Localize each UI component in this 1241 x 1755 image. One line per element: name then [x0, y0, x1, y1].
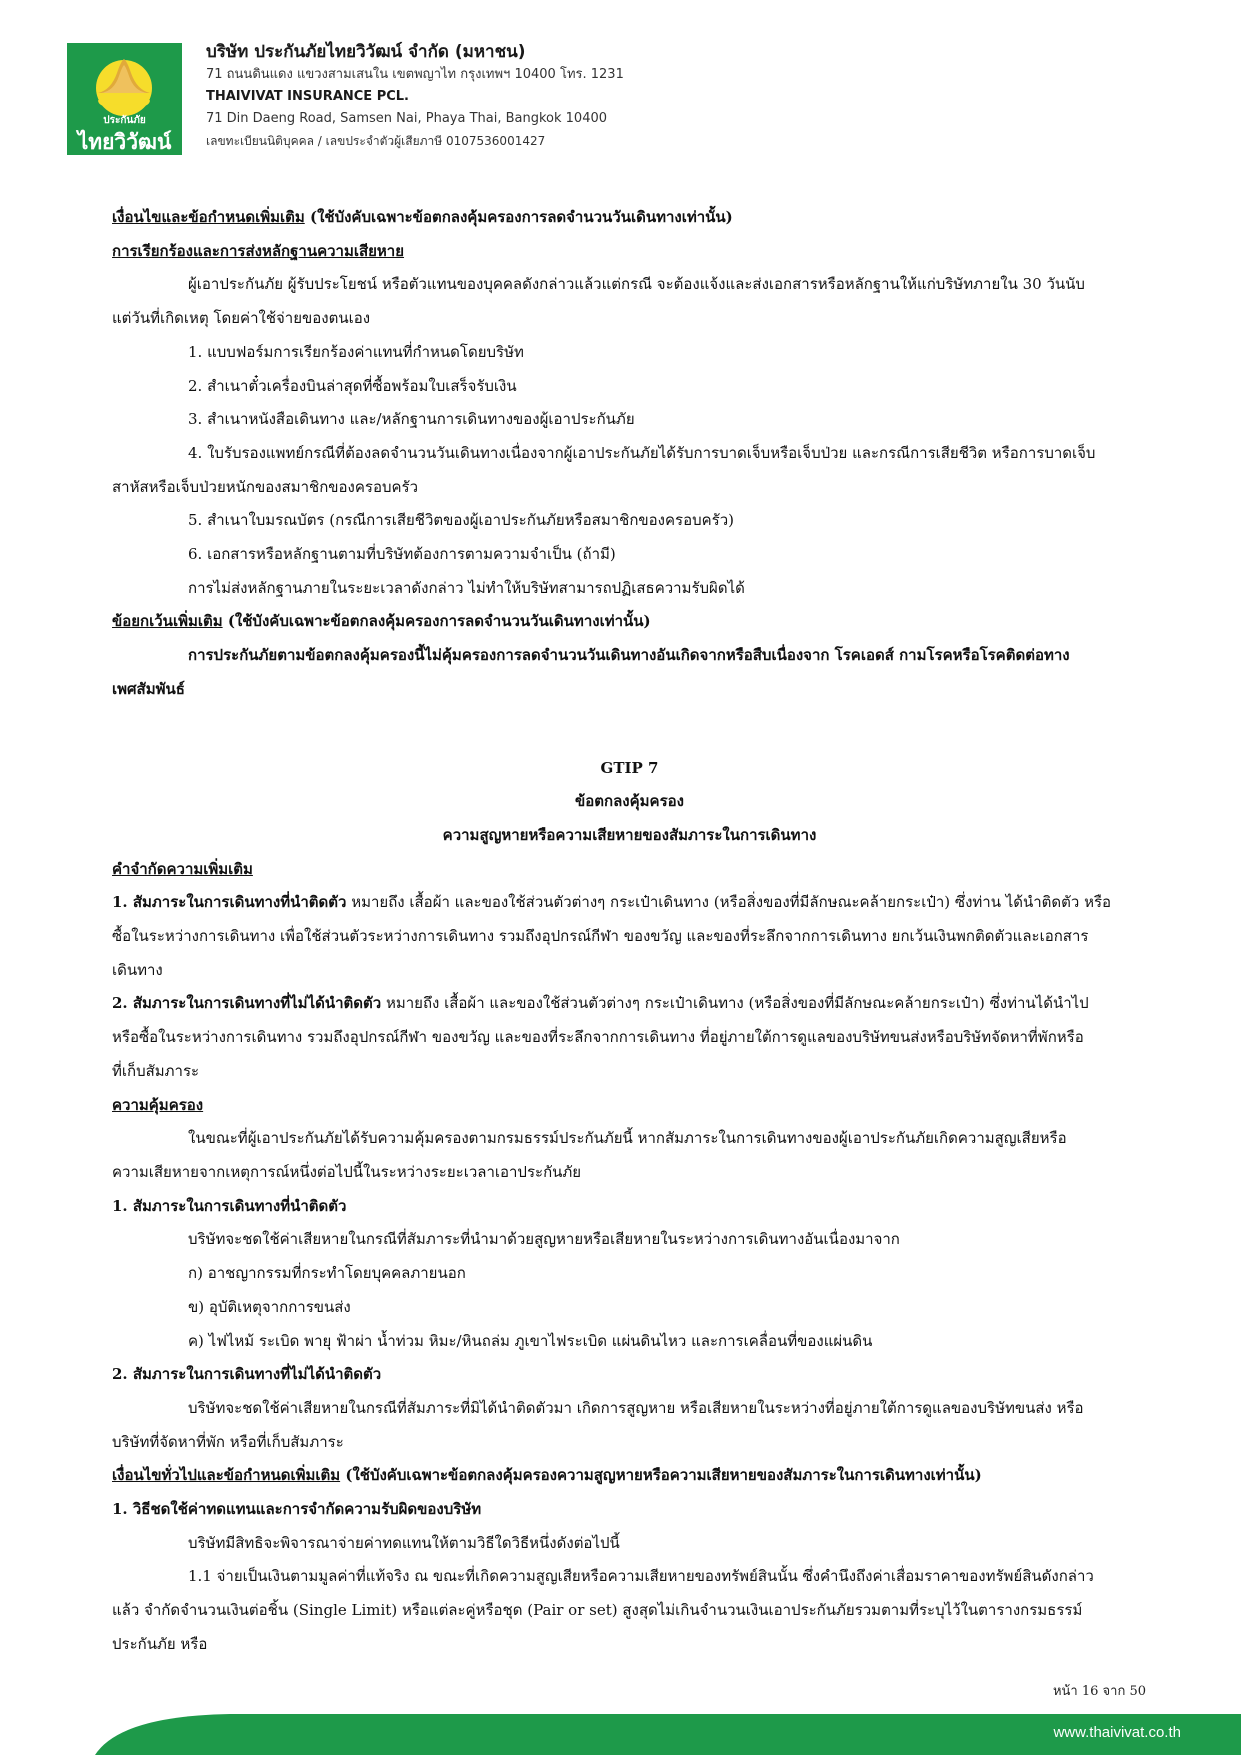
coverage-heading: ความคุ้มครอง [112, 1095, 204, 1114]
carried-baggage-item-a: ก) อาชญากรรมที่กระทำโดยบุคคลภายนอก [188, 1264, 466, 1283]
definition-1-line-3: เดินทาง [112, 960, 163, 979]
claims-intro-line-2: แต่วันที่เกิดเหตุ โดยค่าใช้จ่ายของตนเอง [112, 309, 371, 328]
definition-2-line-3: ที่เก็บสัมภาระ [112, 1061, 200, 1080]
section-subtitle: ความสูญหายหรือความเสียหายของสัมภาระในการเดินทาง [442, 825, 817, 844]
carried-baggage-item-c: ค) ไฟไหม้ ระเบิด พายุ ฟ้าผ่า น้ำท่วม หิมะ/หินถล่ม ภูเขาไฟระเบิด แผ่นดินไหว และการเคลื่อนที่ของแผ่นดิน [188, 1331, 873, 1350]
company-english-name: THAIVIVAT INSURANCE PCL. [206, 89, 409, 104]
exclusion-heading-line [112, 605, 1147, 639]
coverage-text-line-2: ความเสียหายจากเหตุการณ์หนึ่งต่อไปนี้ในระหว่างระยะเวลาเอาประกันภัย [112, 1162, 582, 1181]
document-body [112, 201, 1147, 1662]
general-conditions-suffix: (ใช้บังคับเฉพาะข้อตกลงคุ้มครองความสูญหายหรือความเสียหายของสัมภาระในการเดินทางเท่านั้น) [340, 1466, 982, 1485]
company-info [206, 41, 726, 152]
compensation-method-text: บริษัทมีสิทธิจะพิจารณาจ่ายค่าทดแทนให้ตามวิธีใดวิธีหนึ่งดังต่อไปนี้ [188, 1533, 620, 1552]
website-link[interactable]: www.thaivivat.co.th [1053, 1724, 1181, 1741]
company-thai-name: บริษัท ประกันภัยไทยวิวัฒน์ จำกัด (มหาชน) [206, 42, 526, 62]
section-title: ข้อตกลงคุ้มครอง [575, 792, 684, 811]
coverage-text-line-1: ในขณะที่ผู้เอาประกันภัยได้รับความคุ้มครองตามกรมธรรม์ประกันภัยนี้ หากสัมภาระในการเดินทางของผู้เอาประกันภัยเกิดความสูญเสียหรือ [188, 1129, 1067, 1148]
company-english-address: 71 Din Daeng Road, Samsen Nai, Phaya Thai, Bangkok 10400 [206, 111, 608, 126]
definition-1-line-2: ซื้อในระหว่างการเดินทาง เพื่อใช้ส่วนตัวระหว่างการเดินทาง รวมถึงอุปกรณ์กีฬา ของขวัญ และของที่ระลึกจากการเดินทาง ยกเว้นเงินพกติดตัวและเอกสาร [112, 927, 1089, 946]
definition-1-line-1 [112, 886, 1147, 920]
definition-2-text: หมายถึง เสื้อผ้า และของใช้ส่วนตัวต่างๆ กระเป๋าเดินทาง (หรือสิ่งของที่มีลักษณะคล้ายกระเป๋า) ซึ่งท่านได้นำไป [381, 994, 1089, 1013]
logo-small-text: ประกันภัย [103, 115, 146, 126]
definition-1-term: 1. สัมภาระในการเดินทางที่นำติดตัว [112, 893, 347, 912]
general-conditions-heading-line [112, 1459, 1147, 1493]
conditions-heading: เงื่อนไขและข้อกำหนดเพิ่มเติม [112, 208, 305, 226]
noncarried-baggage-text-line-1: บริษัทจะชดใช้ค่าเสียหายในกรณีที่สัมภาระที่มิได้นำติดตัวมา เกิดการสูญหาย หรือเสียหายในระหว่างที่อยู่ภายใต้การดูแลของบริษัทขนส่ง หรือ [188, 1398, 1084, 1417]
compensation-method-1-1-line-1: 1.1 จ่ายเป็นเงินตามมูลค่าที่แท้จริง ณ ขณะที่เกิดความสูญเสียหรือความเสียหายของทรัพย์สินนั้น ซึ่งคำนึงถึงค่าเสื่อมราคาของทรัพย์สินดังกล่าว [188, 1567, 1094, 1586]
claims-item-4-line-2: สาหัสหรือเจ็บป่วยหนักของสมาชิกของครอบครัว [112, 477, 419, 496]
claims-item-2: 2. สำเนาตั๋วเครื่องบินล่าสุดที่ซื้อพร้อมใบเสร็จรับเงิน [188, 376, 517, 395]
compensation-method-1-1-line-3: ประกันภัย หรือ [112, 1634, 208, 1653]
compensation-method-heading: 1. วิธีชดใช้ค่าทดแทนและการจำกัดความรับผิดของบริษัท [112, 1500, 482, 1519]
noncarried-baggage-heading: 2. สัมภาระในการเดินทางที่ไม่ได้นำติดตัว [112, 1365, 382, 1384]
claims-item-5: 5. สำเนาใบมรณบัตร (กรณีการเสียชีวิตของผู้เอาประกันภัยหรือสมาชิกของครอบครัว) [188, 511, 734, 530]
claims-item-3: 3. สำเนาหนังสือเดินทาง และ/หลักฐานการเดินทางของผู้เอาประกันภัย [188, 410, 635, 429]
conditions-heading-suffix: (ใช้บังคับเฉพาะข้อตกลงคุ้มครองการลดจำนวนวันเดินทางเท่านั้น) [304, 208, 733, 226]
section-code: GTIP 7 [600, 758, 659, 777]
noncarried-baggage-text-line-2: บริษัทที่จัดหาที่พัก หรือที่เก็บสัมภาระ [112, 1432, 344, 1451]
company-registration: เลขทะเบียนนิติบุคคล / เลขประจำตัวผู้เสียภาษี 0107536001427 [206, 134, 546, 148]
logo-brand-text: ไทยวิวัฒน์ [77, 130, 172, 154]
definition-2-line-1 [112, 987, 1147, 1021]
definition-1-text: หมายถึง เสื้อผ้า และของใช้ส่วนตัวต่างๆ กระเป๋าเดินทาง (หรือสิ่งของที่มีลักษณะคล้ายกระเป๋า) ซึ่งท่าน ได้นำติดตัว หรือ [346, 893, 1112, 912]
definitions-heading: คำจำกัดความเพิ่มเติม [112, 859, 253, 878]
exclusion-heading: ข้อยกเว้นเพิ่มเติม [112, 612, 223, 631]
general-conditions-heading: เงื่อนไขทั่วไปและข้อกำหนดเพิ่มเติม [112, 1466, 341, 1485]
claims-intro-line-1: ผู้เอาประกันภัย ผู้รับประโยชน์ หรือตัวแทนของบุคคลดังกล่าวแล้วแต่กรณี จะต้องแจ้งและส่งเอกสารหรือหลักฐานให้แก่บริษัทภายใน 30 วันนับ [188, 275, 1085, 294]
claims-item-4-line-1: 4. ใบรับรองแพทย์กรณีที่ต้องลดจำนวนวันเดินทางเนื่องจากผู้เอาประกันภัยได้รับการบาดเจ็บหรือเจ็บป่วย และกรณีการเสียชีวิต หรือการบาดเจ็บ [188, 443, 1096, 462]
exclusion-heading-suffix: (ใช้บังคับเฉพาะข้อตกลงคุ้มครองการลดจำนวนวันเดินทางเท่านั้น) [222, 612, 651, 631]
carried-baggage-item-b: ข) อุบัติเหตุจากการขนส่ง [188, 1297, 351, 1316]
claims-item-1: 1. แบบฟอร์มการเรียกร้องค่าแทนที่กำหนดโดยบริษัท [188, 342, 524, 361]
claims-item-6: 6. เอกสารหรือหลักฐานตามที่บริษัทต้องการตามความจำเป็น (ถ้ามี) [188, 545, 616, 564]
company-logo [67, 43, 182, 155]
page-number: หน้า 16 จาก 50 [1052, 1684, 1146, 1699]
late-submission-note: การไม่ส่งหลักฐานภายในระยะเวลาดังกล่าว ไม่ทำให้บริษัทสามารถปฏิเสธความรับผิดได้ [188, 578, 745, 597]
compensation-method-1-1-line-2: แล้ว จำกัดจำนวนเงินต่อชิ้น (Single Limit) หรือแต่ละคู่หรือชุด (Pair or set) สูงสุดไม่เกินจำนวนเงินเอาประกันภัยรวมตามที่ระบุไว้ในตารางกรมธรรม์ [112, 1601, 1083, 1620]
definition-2-line-2: หรือซื้อในระหว่างการเดินทาง รวมถึงอุปกรณ์กีฬา ของขวัญ และของที่ระลึกจากการเดินทาง ที่อยู่ภายใต้การดูแลของบริษัทขนส่งหรือบริษัทจัดหาที่พักหรือ [112, 1028, 1084, 1047]
carried-baggage-heading: 1. สัมภาระในการเดินทางที่นำติดตัว [112, 1196, 347, 1215]
claims-heading: การเรียกร้องและการส่งหลักฐานความเสียหาย [112, 241, 405, 260]
conditions-heading-line [112, 201, 1147, 235]
company-thai-address: 71 ถนนดินแดง แขวงสามเสนใน เขตพญาไท กรุงเทพฯ 10400 โทร. 1231 [206, 67, 624, 82]
exclusion-text-line-2: เพศสัมพันธ์ [112, 679, 185, 698]
exclusion-text-line-1: การประกันภัยตามข้อตกลงคุ้มครองนี้ไม่คุ้มครองการลดจำนวนวันเดินทางอันเกิดจากหรือสืบเนื่องจาก โรคเอดส์ กามโรคหรือโรคติดต่อทาง [188, 646, 1070, 665]
definition-2-term: 2. สัมภาระในการเดินทางที่ไม่ได้นำติดตัว [112, 994, 382, 1013]
carried-baggage-text: บริษัทจะชดใช้ค่าเสียหายในกรณีที่สัมภาระที่นำมาด้วยสูญหายหรือเสียหายในระหว่างการเดินทางอันเนื่องมาจาก [188, 1230, 900, 1249]
